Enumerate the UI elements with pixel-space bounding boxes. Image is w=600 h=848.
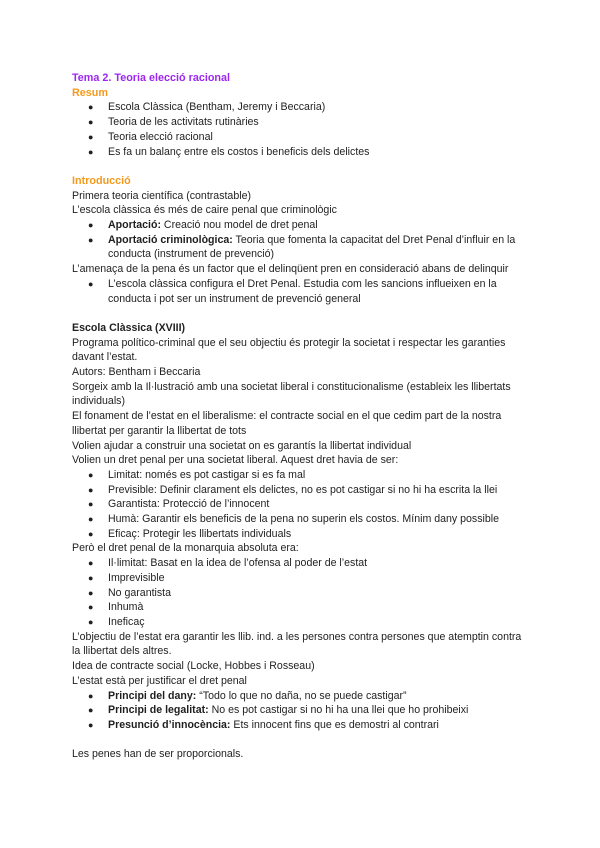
bullet-icon: ● [88,278,94,289]
list-item: ● Aportació: Creació nou model de dret penal [88,219,318,232]
bullet-icon: ● [88,117,94,128]
paragraph: Autors: Bentham i Beccaria [72,366,201,379]
document-page [72,71,532,762]
bullet-icon: ● [88,616,94,627]
bullet-icon: ● [88,572,94,583]
paragraph: El fonament de l’estat en el liberalisme: el contracte social en el que cedim part de la nostra llibertat per garantir la llibertat de tots [72,410,502,437]
list-item: ● Principi del dany: “Todo lo que no daña, no se puede castigar” [88,689,407,702]
resum-list [72,100,532,159]
bullet-icon: ● [88,602,94,613]
paragraph: L’objectiu de l’estat era garantir les llib. ind. a les persones contra persones que atemptin contra la llibertat dels altres. [72,630,522,658]
paragraph: L’amenaça de la pena és un factor que el delinqüent pren en consideració abans de delinquir [72,263,509,276]
list-item: ● Limitat: només es pot castigar si es fa mal [88,468,306,481]
bullet-icon: ● [88,690,94,701]
bullet-icon: ● [88,719,94,730]
document-title: Tema 2. Teoria elecció racional [72,72,231,84]
bullet-icon: ● [88,469,94,480]
paragraph: Programa político-criminal que el seu objectiu és protegir la societat i respectar les garanties davant l’estat. [72,336,506,364]
paragraph: Però el dret penal de la monarquia absoluta era: [72,542,299,555]
bullet-icon: ● [88,220,94,231]
list-item: ● Humà: Garantir els beneficis de la pena no superin els costos. Mínim dany possible [88,513,499,526]
bullet-icon: ● [88,528,94,539]
resum-heading: Resum [72,86,109,99]
paragraph: Idea de contracte social (Locke, Hobbes i Rosseau) [72,660,315,673]
list-item: ● Teoria elecció racional [88,130,213,143]
list-item: ● Inhumà [88,601,144,614]
list-item: ● Previsible: Definir clarament els delictes, no es pot castigar si no hi ha escrita la llei [88,483,498,496]
bullet-icon: ● [88,234,94,245]
paragraph: Sorgeix amb la Il·lustració amb una societat liberal i constitucionalisme (estableix les llibertats individuals) [72,380,511,408]
paragraph: Volien un dret penal per una societat liberal. Aquest dret havia de ser: [72,454,399,467]
escola-heading: Escola Clàssica (XVIII) [72,321,186,334]
bullet-icon: ● [88,102,94,113]
paragraph: Primera teoria científica (contrastable) [72,189,251,202]
introduccio-list [72,218,532,262]
bullet-icon: ● [88,558,94,569]
list-item: ● Teoria de les activitats rutinàries [88,116,259,129]
list-item: ● Presunció d’innocència: Ets innocent fins que es demostri al contrari [88,718,439,731]
paragraph: Les penes han de ser proporcionals. [72,748,244,761]
list-item: ● Ineficaç [88,615,145,628]
bullet-icon: ● [88,705,94,716]
principis-list [72,689,532,733]
list-item: ● Es fa un balanç entre els costos i beneficis dels delictes [88,145,370,158]
introduccio-list-2 [72,277,532,306]
bullet-icon: ● [88,514,94,525]
paragraph: L’escola clàssica és més de caire penal que criminològic [72,204,337,217]
list-item: ● Eficaç: Protegir les llibertats individuals [88,527,292,540]
list-item: ● No garantista [88,586,172,599]
list-item: ● Il·limitat: Basat en la idea de l’ofensa al poder de l’estat [88,557,368,570]
list-item: ● L’escola clàssica configura el Dret Penal. Estudia com les sancions influeixen en la conducta i pot ser un instrument de prevenció general [88,277,497,305]
list-item: ● Imprevisible [88,571,165,584]
introduccio-heading: Introducció [72,174,131,187]
list-item: ● Escola Clàssica (Bentham, Jeremy i Beccaria) [88,101,326,114]
monarquia-list [72,556,532,630]
paragraph: Volien ajudar a construir una societat on es garantís la llibertat individual [72,439,412,452]
bullet-icon: ● [88,499,94,510]
bullet-icon: ● [88,484,94,495]
list-item: ● Garantista: Protecció de l’innocent [88,498,270,511]
list-item: ● Principi de legalitat: No es pot castigar si no hi ha una llei que ho prohibeixi [88,704,469,717]
bullet-icon: ● [88,131,94,142]
bullet-icon: ● [88,587,94,598]
bullet-icon: ● [88,146,94,157]
dret-liberal-list [72,468,532,542]
paragraph: L’estat està per justificar el dret penal [72,674,247,687]
list-item: ● Aportació criminològica: Teoria que fomenta la capacitat del Dret Penal d’influir en la conducta (instrument de prevenció) [88,233,516,261]
